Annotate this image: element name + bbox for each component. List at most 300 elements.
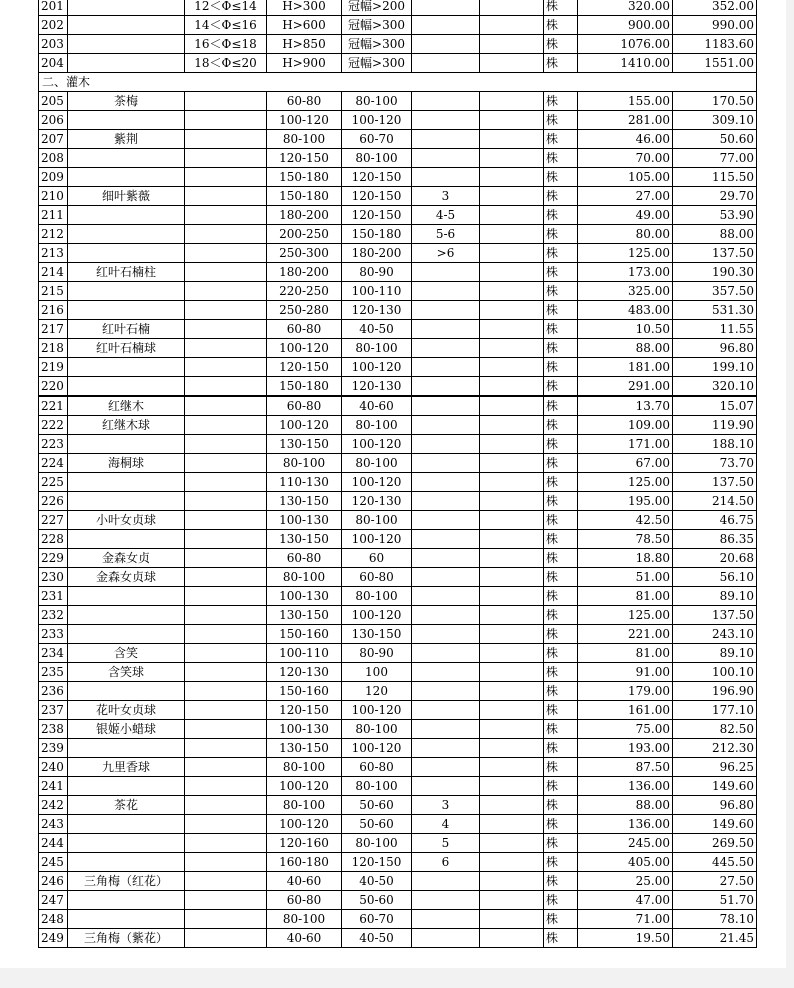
spec-diameter <box>185 492 267 511</box>
row-number: 212 <box>39 225 68 244</box>
blank-cell <box>480 739 544 758</box>
plant-name <box>68 35 185 54</box>
price-base: 67.00 <box>578 454 673 473</box>
price-total: 177.10 <box>673 701 757 720</box>
table-row <box>39 111 757 130</box>
spec-diameter <box>185 625 267 644</box>
price-total: 50.60 <box>673 130 757 149</box>
spec-branches <box>412 644 480 663</box>
plant-name: 银姬小蜡球 <box>68 720 185 739</box>
spec-diameter <box>185 358 267 377</box>
row-number: 244 <box>39 834 68 853</box>
table-row <box>39 872 757 891</box>
price-total: 309.10 <box>673 111 757 130</box>
blank-cell <box>480 339 544 358</box>
price-total: 212.30 <box>673 739 757 758</box>
spec-diameter <box>185 435 267 454</box>
spec-branches <box>412 492 480 511</box>
row-number: 238 <box>39 720 68 739</box>
table-body-top <box>39 0 757 73</box>
spec-crown: 冠幅>200 <box>342 0 412 16</box>
row-number: 229 <box>39 549 68 568</box>
unit: 株 <box>544 872 578 891</box>
blank-cell <box>480 435 544 454</box>
table-row <box>39 130 757 149</box>
price-base: 109.00 <box>578 416 673 435</box>
row-number: 205 <box>39 92 68 111</box>
price-total: 1551.00 <box>673 54 757 73</box>
plant-name <box>68 606 185 625</box>
plant-name: 金森女贞球 <box>68 568 185 587</box>
spec-diameter <box>185 263 267 282</box>
price-total: 531.30 <box>673 301 757 320</box>
price-total: 1183.60 <box>673 35 757 54</box>
plant-name: 茶梅 <box>68 92 185 111</box>
plant-name: 海桐球 <box>68 454 185 473</box>
spec-branches <box>412 454 480 473</box>
spec-crown: 120-150 <box>342 187 412 206</box>
spec-branches <box>412 720 480 739</box>
row-number: 245 <box>39 853 68 872</box>
blank-cell <box>480 35 544 54</box>
spec-branches: 3 <box>412 796 480 815</box>
unit: 株 <box>544 682 578 701</box>
spec-diameter <box>185 339 267 358</box>
price-base: 10.50 <box>578 320 673 339</box>
price-base: 71.00 <box>578 910 673 929</box>
spec-diameter <box>185 111 267 130</box>
spec-branches <box>412 739 480 758</box>
price-total: 445.50 <box>673 853 757 872</box>
row-number: 242 <box>39 796 68 815</box>
table-row <box>39 644 757 663</box>
price-base: 49.00 <box>578 206 673 225</box>
row-number: 219 <box>39 358 68 377</box>
plant-name: 细叶紫薇 <box>68 187 185 206</box>
price-total: 73.70 <box>673 454 757 473</box>
table-row <box>39 454 757 473</box>
price-base: 281.00 <box>578 111 673 130</box>
spec-branches <box>412 149 480 168</box>
spec-diameter <box>185 187 267 206</box>
spec-crown: 80-100 <box>342 720 412 739</box>
table-row <box>39 358 757 377</box>
table-row <box>39 853 757 872</box>
price-total: 196.90 <box>673 682 757 701</box>
spec-crown: 80-90 <box>342 263 412 282</box>
spec-height: H>600 <box>267 16 342 35</box>
spec-height: 80-100 <box>267 758 342 777</box>
spec-crown: 50-60 <box>342 891 412 910</box>
spec-diameter <box>185 568 267 587</box>
table-row <box>39 92 757 111</box>
blank-cell <box>480 549 544 568</box>
table-row <box>39 396 757 416</box>
spec-diameter <box>185 663 267 682</box>
price-total: 51.70 <box>673 891 757 910</box>
blank-cell <box>480 834 544 853</box>
blank-cell <box>480 244 544 263</box>
spec-crown: 120-150 <box>342 168 412 187</box>
spec-crown: 100-120 <box>342 701 412 720</box>
spec-branches <box>412 263 480 282</box>
plant-name <box>68 377 185 397</box>
table-row <box>39 910 757 929</box>
price-total: 46.75 <box>673 511 757 530</box>
plant-name <box>68 530 185 549</box>
plant-name <box>68 111 185 130</box>
price-base: 1076.00 <box>578 35 673 54</box>
blank-cell <box>480 872 544 891</box>
spec-height: 150-160 <box>267 682 342 701</box>
table-row <box>39 568 757 587</box>
row-number: 247 <box>39 891 68 910</box>
plant-name <box>68 206 185 225</box>
spec-branches <box>412 130 480 149</box>
row-number: 209 <box>39 168 68 187</box>
spec-height: 100-120 <box>267 416 342 435</box>
row-number: 227 <box>39 511 68 530</box>
spec-height: 130-150 <box>267 739 342 758</box>
row-number: 234 <box>39 644 68 663</box>
spec-crown: 150-180 <box>342 225 412 244</box>
price-total: 96.25 <box>673 758 757 777</box>
plant-name: 九里香球 <box>68 758 185 777</box>
spec-crown: 100-120 <box>342 530 412 549</box>
row-number: 237 <box>39 701 68 720</box>
table-row <box>39 435 757 454</box>
spec-crown: 60-70 <box>342 130 412 149</box>
plant-name: 红叶石楠 <box>68 320 185 339</box>
row-number: 211 <box>39 206 68 225</box>
spec-height: 100-120 <box>267 111 342 130</box>
row-number: 232 <box>39 606 68 625</box>
plant-name: 金森女贞 <box>68 549 185 568</box>
price-total: 20.68 <box>673 549 757 568</box>
price-total: 357.50 <box>673 282 757 301</box>
table-row <box>39 35 757 54</box>
row-number: 207 <box>39 130 68 149</box>
table-row <box>39 0 757 16</box>
price-base: 91.00 <box>578 663 673 682</box>
plant-name <box>68 244 185 263</box>
unit: 株 <box>544 396 578 416</box>
unit: 株 <box>544 530 578 549</box>
spec-branches <box>412 587 480 606</box>
plant-name <box>68 0 185 16</box>
price-base: 221.00 <box>578 625 673 644</box>
table-row <box>39 301 757 320</box>
spec-branches <box>412 339 480 358</box>
spec-height: 100-120 <box>267 815 342 834</box>
table-row <box>39 54 757 73</box>
spec-branches <box>412 473 480 492</box>
blank-cell <box>480 473 544 492</box>
table-row <box>39 739 757 758</box>
spec-height: 130-150 <box>267 606 342 625</box>
unit: 株 <box>544 454 578 473</box>
spec-diameter <box>185 206 267 225</box>
price-total: 352.00 <box>673 0 757 16</box>
spec-branches <box>412 511 480 530</box>
unit: 株 <box>544 758 578 777</box>
spec-diameter <box>185 168 267 187</box>
price-total: 214.50 <box>673 492 757 511</box>
spec-branches <box>412 758 480 777</box>
price-base: 173.00 <box>578 263 673 282</box>
spec-crown: 80-100 <box>342 454 412 473</box>
row-number: 236 <box>39 682 68 701</box>
spec-branches <box>412 663 480 682</box>
spec-diameter <box>185 396 267 416</box>
plant-name: 茶花 <box>68 796 185 815</box>
row-number: 203 <box>39 35 68 54</box>
spec-branches: 5 <box>412 834 480 853</box>
unit: 株 <box>544 644 578 663</box>
blank-cell <box>480 206 544 225</box>
unit: 株 <box>544 244 578 263</box>
table-row <box>39 929 757 948</box>
blank-cell <box>480 853 544 872</box>
spec-diameter <box>185 777 267 796</box>
blank-cell <box>480 777 544 796</box>
spec-branches <box>412 625 480 644</box>
table-row <box>39 187 757 206</box>
price-base: 125.00 <box>578 473 673 492</box>
spec-diameter <box>185 301 267 320</box>
price-total: 115.50 <box>673 168 757 187</box>
spec-height: 80-100 <box>267 796 342 815</box>
spec-diameter <box>185 377 267 397</box>
row-number: 214 <box>39 263 68 282</box>
blank-cell <box>480 263 544 282</box>
spec-branches: 5-6 <box>412 225 480 244</box>
price-base: 51.00 <box>578 568 673 587</box>
unit: 株 <box>544 606 578 625</box>
spec-crown: 130-150 <box>342 625 412 644</box>
row-number: 206 <box>39 111 68 130</box>
price-total: 53.90 <box>673 206 757 225</box>
unit: 株 <box>544 720 578 739</box>
unit: 株 <box>544 853 578 872</box>
blank-cell <box>480 815 544 834</box>
row-number: 240 <box>39 758 68 777</box>
price-total: 137.50 <box>673 606 757 625</box>
unit: 株 <box>544 473 578 492</box>
table-row <box>39 263 757 282</box>
spec-height: 130-150 <box>267 530 342 549</box>
unit: 株 <box>544 739 578 758</box>
section-header-body <box>39 73 757 92</box>
plant-name <box>68 853 185 872</box>
spec-branches <box>412 682 480 701</box>
price-base: 155.00 <box>578 92 673 111</box>
table-row <box>39 606 757 625</box>
unit: 株 <box>544 111 578 130</box>
row-number: 201 <box>39 0 68 16</box>
plant-name: 含笑球 <box>68 663 185 682</box>
spec-branches <box>412 701 480 720</box>
table-row <box>39 149 757 168</box>
spec-height: 120-150 <box>267 358 342 377</box>
page-margin-bottom <box>0 968 794 988</box>
spec-crown: 80-100 <box>342 416 412 435</box>
spec-crown: 80-100 <box>342 149 412 168</box>
spec-height: 60-80 <box>267 891 342 910</box>
price-total: 199.10 <box>673 358 757 377</box>
plant-name <box>68 225 185 244</box>
spec-height: 40-60 <box>267 929 342 948</box>
price-table <box>38 0 757 948</box>
unit: 株 <box>544 568 578 587</box>
table-row <box>39 834 757 853</box>
row-number: 217 <box>39 320 68 339</box>
table-body-main <box>39 92 757 948</box>
spec-branches <box>412 929 480 948</box>
row-number: 215 <box>39 282 68 301</box>
price-total: 27.50 <box>673 872 757 891</box>
spec-diameter <box>185 910 267 929</box>
spec-diameter <box>185 796 267 815</box>
plant-name <box>68 435 185 454</box>
price-total: 170.50 <box>673 92 757 111</box>
price-base: 171.00 <box>578 435 673 454</box>
price-total: 89.10 <box>673 644 757 663</box>
spec-crown: 50-60 <box>342 815 412 834</box>
spec-height: 180-200 <box>267 263 342 282</box>
table-row <box>39 663 757 682</box>
plant-name <box>68 358 185 377</box>
plant-name <box>68 16 185 35</box>
unit: 株 <box>544 435 578 454</box>
blank-cell <box>480 168 544 187</box>
blank-cell <box>480 320 544 339</box>
price-base: 88.00 <box>578 796 673 815</box>
spec-branches <box>412 168 480 187</box>
blank-cell <box>480 606 544 625</box>
spec-height: 150-180 <box>267 377 342 397</box>
spec-crown: 40-60 <box>342 396 412 416</box>
spec-diameter <box>185 815 267 834</box>
row-number: 218 <box>39 339 68 358</box>
price-base: 105.00 <box>578 168 673 187</box>
price-total: 86.35 <box>673 530 757 549</box>
price-base: 291.00 <box>578 377 673 397</box>
spec-crown: 80-100 <box>342 777 412 796</box>
spec-height: 120-160 <box>267 834 342 853</box>
price-base: 136.00 <box>578 815 673 834</box>
unit: 株 <box>544 187 578 206</box>
spec-height: 130-150 <box>267 435 342 454</box>
row-number: 230 <box>39 568 68 587</box>
blank-cell <box>480 492 544 511</box>
spec-branches: 4 <box>412 815 480 834</box>
blank-cell <box>480 149 544 168</box>
price-total: 149.60 <box>673 777 757 796</box>
blank-cell <box>480 396 544 416</box>
row-number: 228 <box>39 530 68 549</box>
spec-crown: 50-60 <box>342 796 412 815</box>
plant-name: 紫荆 <box>68 130 185 149</box>
price-total: 77.00 <box>673 149 757 168</box>
price-total: 96.80 <box>673 796 757 815</box>
price-total: 190.30 <box>673 263 757 282</box>
spec-diameter <box>185 530 267 549</box>
table-row <box>39 168 757 187</box>
row-number: 231 <box>39 587 68 606</box>
spec-crown: 60 <box>342 549 412 568</box>
spec-crown: 100-120 <box>342 473 412 492</box>
plant-name <box>68 168 185 187</box>
spec-diameter <box>185 416 267 435</box>
plant-name: 红继木球 <box>68 416 185 435</box>
spec-height: 80-100 <box>267 568 342 587</box>
spec-height: H>900 <box>267 54 342 73</box>
price-total: 149.60 <box>673 815 757 834</box>
unit: 株 <box>544 587 578 606</box>
unit: 株 <box>544 910 578 929</box>
plant-name: 小叶女贞球 <box>68 511 185 530</box>
price-base: 81.00 <box>578 587 673 606</box>
blank-cell <box>480 644 544 663</box>
spec-branches <box>412 92 480 111</box>
plant-name <box>68 682 185 701</box>
spec-branches <box>412 910 480 929</box>
spec-crown: 100-120 <box>342 739 412 758</box>
spec-branches <box>412 777 480 796</box>
plant-name: 花叶女贞球 <box>68 701 185 720</box>
spec-height: 40-60 <box>267 872 342 891</box>
plant-name <box>68 739 185 758</box>
table-row <box>39 282 757 301</box>
blank-cell <box>480 130 544 149</box>
row-number: 248 <box>39 910 68 929</box>
spec-diameter <box>185 720 267 739</box>
spec-crown: 60-80 <box>342 568 412 587</box>
unit: 株 <box>544 796 578 815</box>
price-total: 100.10 <box>673 663 757 682</box>
spec-crown: 120-150 <box>342 853 412 872</box>
price-base: 405.00 <box>578 853 673 872</box>
price-base: 87.50 <box>578 758 673 777</box>
price-base: 181.00 <box>578 358 673 377</box>
spec-branches <box>412 320 480 339</box>
price-base: 193.00 <box>578 739 673 758</box>
blank-cell <box>480 929 544 948</box>
price-total: 119.90 <box>673 416 757 435</box>
blank-cell <box>480 758 544 777</box>
spec-branches <box>412 54 480 73</box>
blank-cell <box>480 111 544 130</box>
spec-crown: 40-50 <box>342 872 412 891</box>
price-total: 137.50 <box>673 244 757 263</box>
spec-branches <box>412 530 480 549</box>
price-base: 25.00 <box>578 872 673 891</box>
spec-diameter <box>185 549 267 568</box>
spec-branches <box>412 396 480 416</box>
plant-name <box>68 473 185 492</box>
table-row <box>39 796 757 815</box>
spec-branches <box>412 358 480 377</box>
row-number: 213 <box>39 244 68 263</box>
spec-height: H>850 <box>267 35 342 54</box>
table-row <box>39 891 757 910</box>
price-base: 245.00 <box>578 834 673 853</box>
row-number: 204 <box>39 54 68 73</box>
blank-cell <box>480 16 544 35</box>
plant-name: 红叶石楠球 <box>68 339 185 358</box>
spec-crown: 100-110 <box>342 282 412 301</box>
